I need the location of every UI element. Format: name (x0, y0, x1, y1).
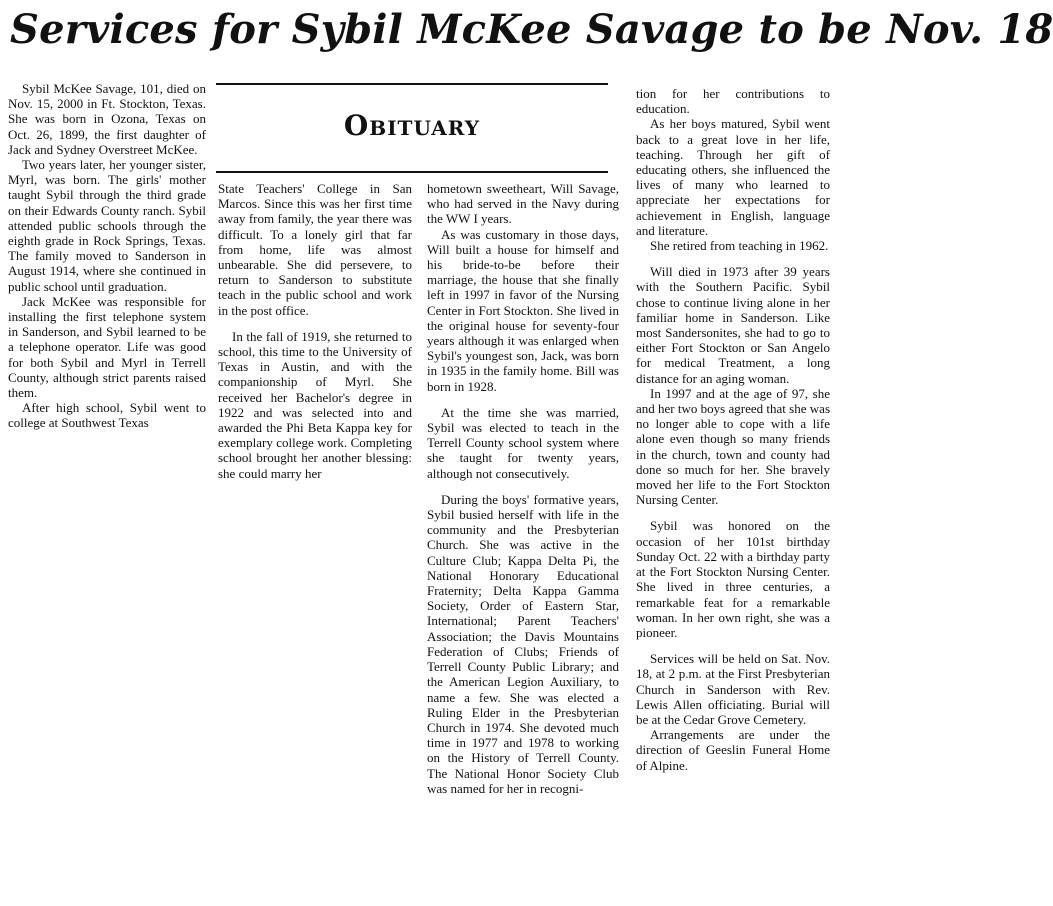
paragraph: State Teachers' College in San Marcos. Since this was her first time away from family, the year there was difficult. To a lonely girl that far from home, life was almost unbearable. She did persevere, to return to Sanderson to substitute teach in the public school and work in the post office. (218, 181, 412, 318)
article-column-2 (218, 181, 412, 481)
paragraph: Sybil McKee Savage, 101, died on Nov. 15, 2000 in Ft. Stockton, Texas. She was born in Ozona, Texas on Oct. 26, 1899, the first daughter of Jack and Sydney Overstreet McKee. (8, 81, 206, 157)
paragraph: tion for her contributions to education. (636, 86, 830, 117)
paragraph: In 1997 and at the age of 97, she and her two boys agreed that she was no longer able to cope with a life alone even though so many friends in the church, town and county had done so much for her. She bravely moved her life to the Fort Stockton Nursing Center. (636, 385, 830, 508)
paragraph: Sybil was honored on the occasion of her 101st birthday Sunday Oct. 22 with a birthday party at the Fort Stockton Nursing Center. She lived in three centuries, a remarkable feat for a remarkable woman. In her own right, she was a pioneer. (636, 518, 830, 640)
paragraph: She retired from teaching in 1962. (650, 238, 829, 254)
paragraph: hometown sweetheart, Will Savage, who had served in the Navy during the WW I years. (427, 181, 619, 227)
paragraph: After high school, Sybil went to college at Southwest Texas (8, 400, 206, 431)
obituary-banner (216, 83, 608, 173)
article-column-3 (427, 181, 619, 796)
paragraph: At the time she was married, Sybil was elected to teach in the Terrell County school system where she taught for twenty years, although not consecutively. (427, 404, 619, 481)
paragraph: Jack McKee was responsible for installing the first telephone system in Sanderson, and Sybil learned to be a telephone operator. Life was good for both Sybil and Myrl in Terrell County, although strict parents raised them. (8, 293, 206, 401)
paragraph: As her boys matured, Sybil went back to a great love in her life, teaching. Through her gift of educating others, she influenced the lives of many who learned to appreciate her expectations for achievement in English, language and literature. (636, 116, 830, 238)
article-column-4 (636, 86, 830, 773)
paragraph: During the boys' formative years, Sybil busied herself with life in the community and the Presbyterian Church. She was active in the Culture Club; Kappa Delta Pi, the National Honorary Educational Fraternity; Delta Kappa Gamma Society, Order of Eastern Star, International; Parent Teachers' Association; the Davis Mountains Federation of Clubs; Friends of Terrell County Public Library; and the American Legion Auxiliary, to name a few. She was elected a Ruling Elder in the Presbyterian Church in 1974. She devoted much time in 1977 and 1978 to working on the History of Terrell County. The National Honor Society Club was named for her in recogni- (427, 491, 619, 796)
banner-title: Obituary (343, 109, 481, 142)
banner-bottom-rule (216, 171, 608, 173)
paragraph: Arrangements are under the direction of Geeslin Funeral Home of Alpine. (636, 727, 830, 773)
article-column-1 (8, 81, 206, 431)
banner-top-rule (216, 83, 608, 85)
paragraph: In the fall of 1919, she returned to school, this time to the University of Texas in Austin, and with the companionship of Myrl. She received her Bachelor's degree in 1922 and was selected into and awarded the Phi Beta Kappa key for exemplary college work. Completing school brought her another blessing: she could marry her (218, 328, 412, 481)
paragraph: Services will be held on Sat. Nov. 18, at 2 p.m. at the First Presbyterian Church in Sanderson with Rev. Lewis Allen officiating. Burial will be at the Cedar Grove Cemetery. (636, 651, 830, 727)
paragraph: Will died in 1973 after 39 years with the Southern Pacific. Sybil chose to continue living alone in her familiar home in Sanderson. Like most Sandersonites, she had to go to either Fort Stockton or San Angelo for medical Treatment, a long distance for an aging woman. (636, 264, 830, 386)
headline: Services for Sybil McKee Savage to be Nov. 18 (10, 6, 1053, 53)
paragraph: Two years later, her younger sister, Myrl, was born. The girls' mother taught Sybil through the third grade on their Edwards County ranch. Sybil attended public schools through the eighth grade in Rock Springs, Texas. The family moved to Sanderson in August 1914, where she continued in public school until graduation. (8, 157, 206, 294)
paragraph: As was customary in those days, Will built a house for himself and his bride-to-be before their marriage, the house that she finally left in 1997 in favor of the Nursing Center in Fort Stockton. She lived in the original house for seventy-four years although it was enlarged when Sybil's youngest son, Jack, was born in 1935 in the family home. Bill was born in 1928. (427, 226, 619, 394)
